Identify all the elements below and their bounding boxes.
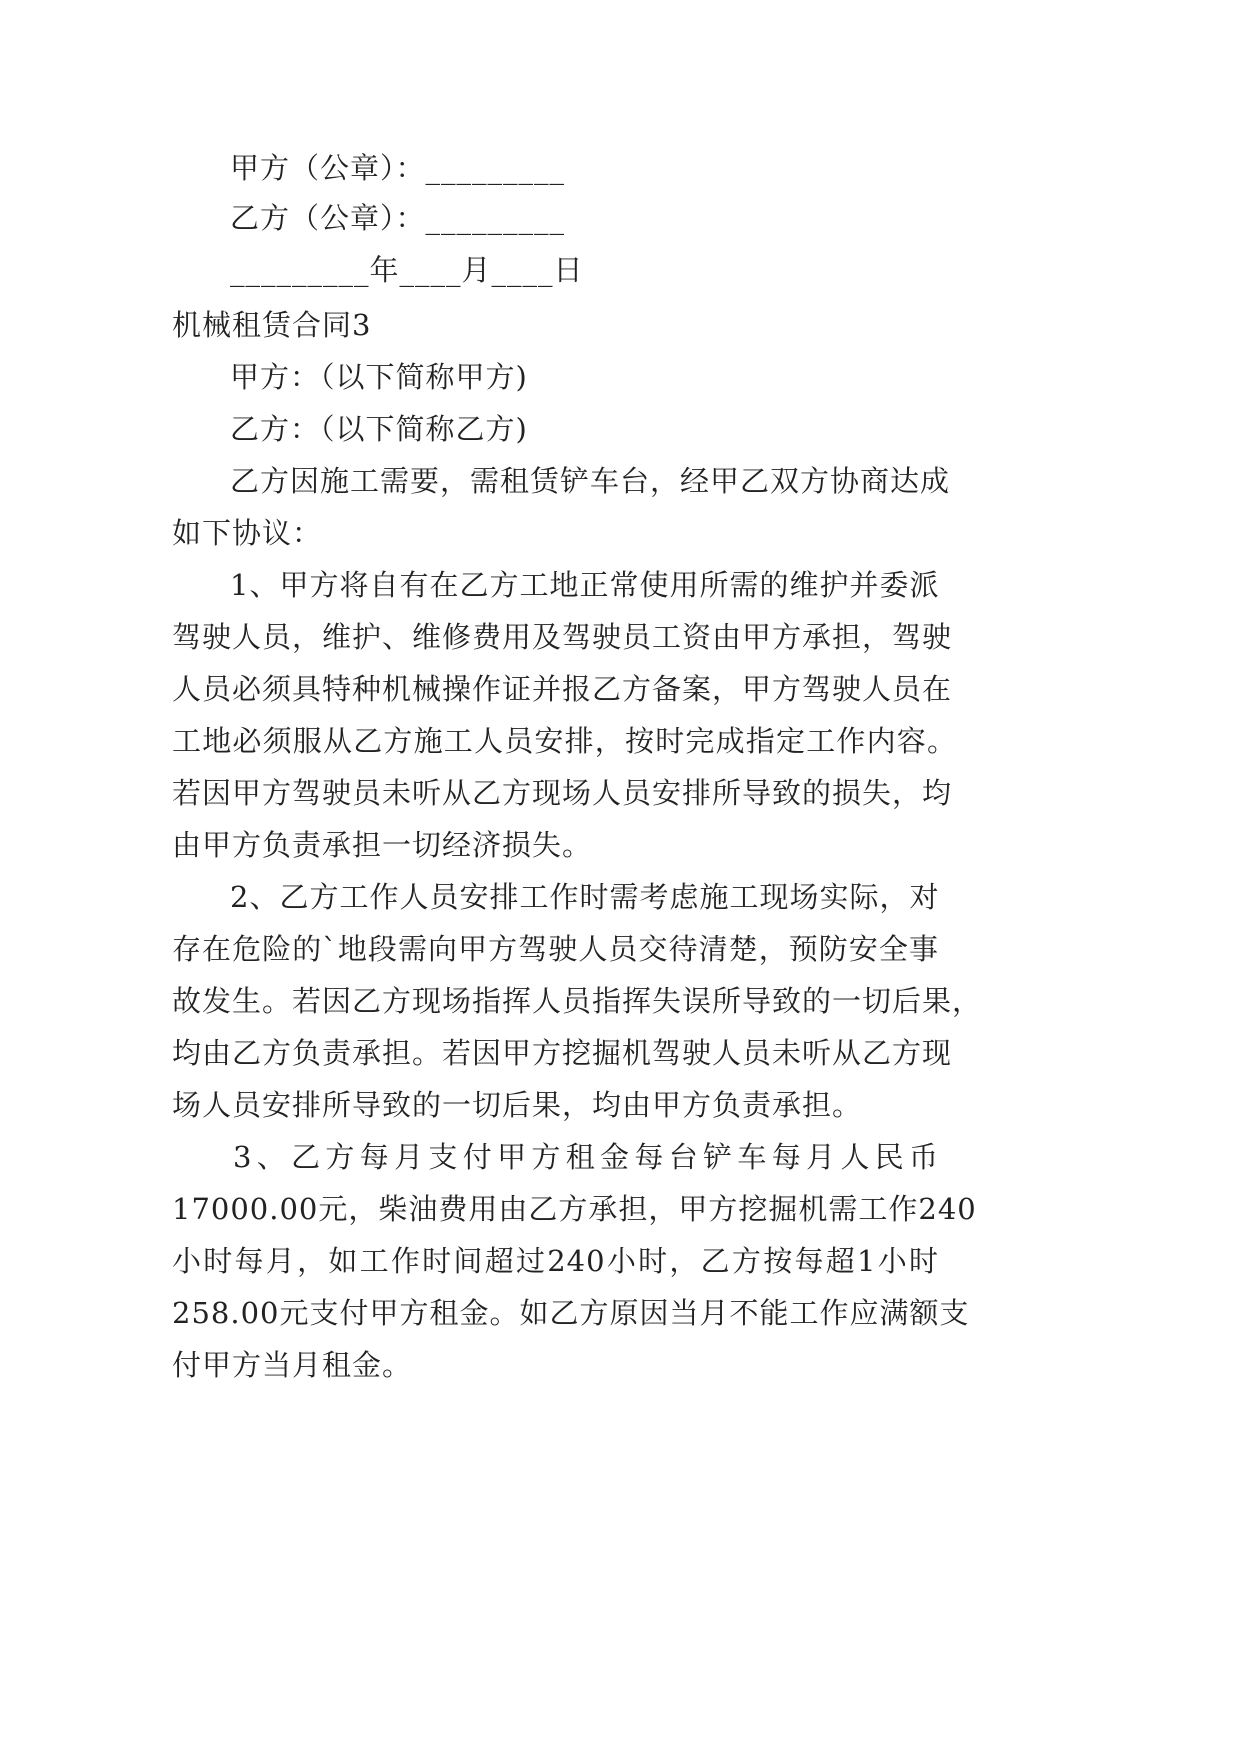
clause-2-line: 故发生。若因乙方现场指挥人员指挥失误所导致的一切后果， [172, 984, 983, 1018]
contract-title: 机械租赁合同3 [172, 308, 372, 342]
clause-3-line: 258.00元支付甲方租金。如乙方原因当月不能工作应满额支 [172, 1296, 970, 1330]
intro-line: 如下协议： [172, 516, 323, 550]
clause-1-line: 1、甲方将自有在乙方工地正常使用所需的维护并委派 [230, 568, 940, 602]
clause-1-line: 由甲方负责承担一切经济损失。 [172, 828, 593, 862]
clause-1-line: 驾驶人员，维护、维修费用及驾驶员工资由甲方承担，驾驶 [172, 620, 953, 654]
clause-3-line: 付甲方当月租金。 [172, 1348, 413, 1382]
clause-2-line: 2、乙方工作人员安排工作时需考虑施工现场实际，对 [230, 880, 940, 914]
signature-party-b: 乙方（公章）：_________ [230, 201, 566, 235]
clause-2-line: 均由乙方负责承担。若因甲方挖掘机驾驶人员未听从乙方现 [172, 1036, 953, 1070]
clause-1-line: 工地必须服从乙方施工人员安排，按时完成指定工作内容。 [172, 724, 957, 758]
signature-date: _________年____月____日 [230, 253, 584, 287]
party-b-intro: 乙方：（以下简称乙方) [230, 412, 528, 446]
clause-3-line: 小时每月，如工作时间超过240小时，乙方按每超1小时 [172, 1244, 939, 1278]
clause-3-line: 17000.00元，柴油费用由乙方承担，甲方挖掘机需工作240 [172, 1192, 977, 1226]
clause-1-line: 人员必须具特种机械操作证并报乙方备案，甲方驾驶人员在 [172, 672, 953, 706]
signature-party-a: 甲方（公章）：_________ [230, 151, 566, 185]
clause-2-line: 存在危险的`地段需向甲方驾驶人员交待清楚，预防安全事 [172, 932, 939, 966]
clause-2-line: 场人员安排所导致的一切后果，均由甲方负责承担。 [172, 1088, 863, 1122]
party-a-intro: 甲方：（以下简称甲方) [230, 360, 528, 394]
clause-1-line: 若因甲方驾驶员未听从乙方现场人员安排所导致的损失，均 [172, 776, 953, 810]
intro-line: 乙方因施工需要，需租赁铲车台，经甲乙双方协商达成 [230, 464, 951, 498]
clause-3-line: 3、乙方每月支付甲方租金每台铲车每月人民币 [233, 1140, 939, 1174]
